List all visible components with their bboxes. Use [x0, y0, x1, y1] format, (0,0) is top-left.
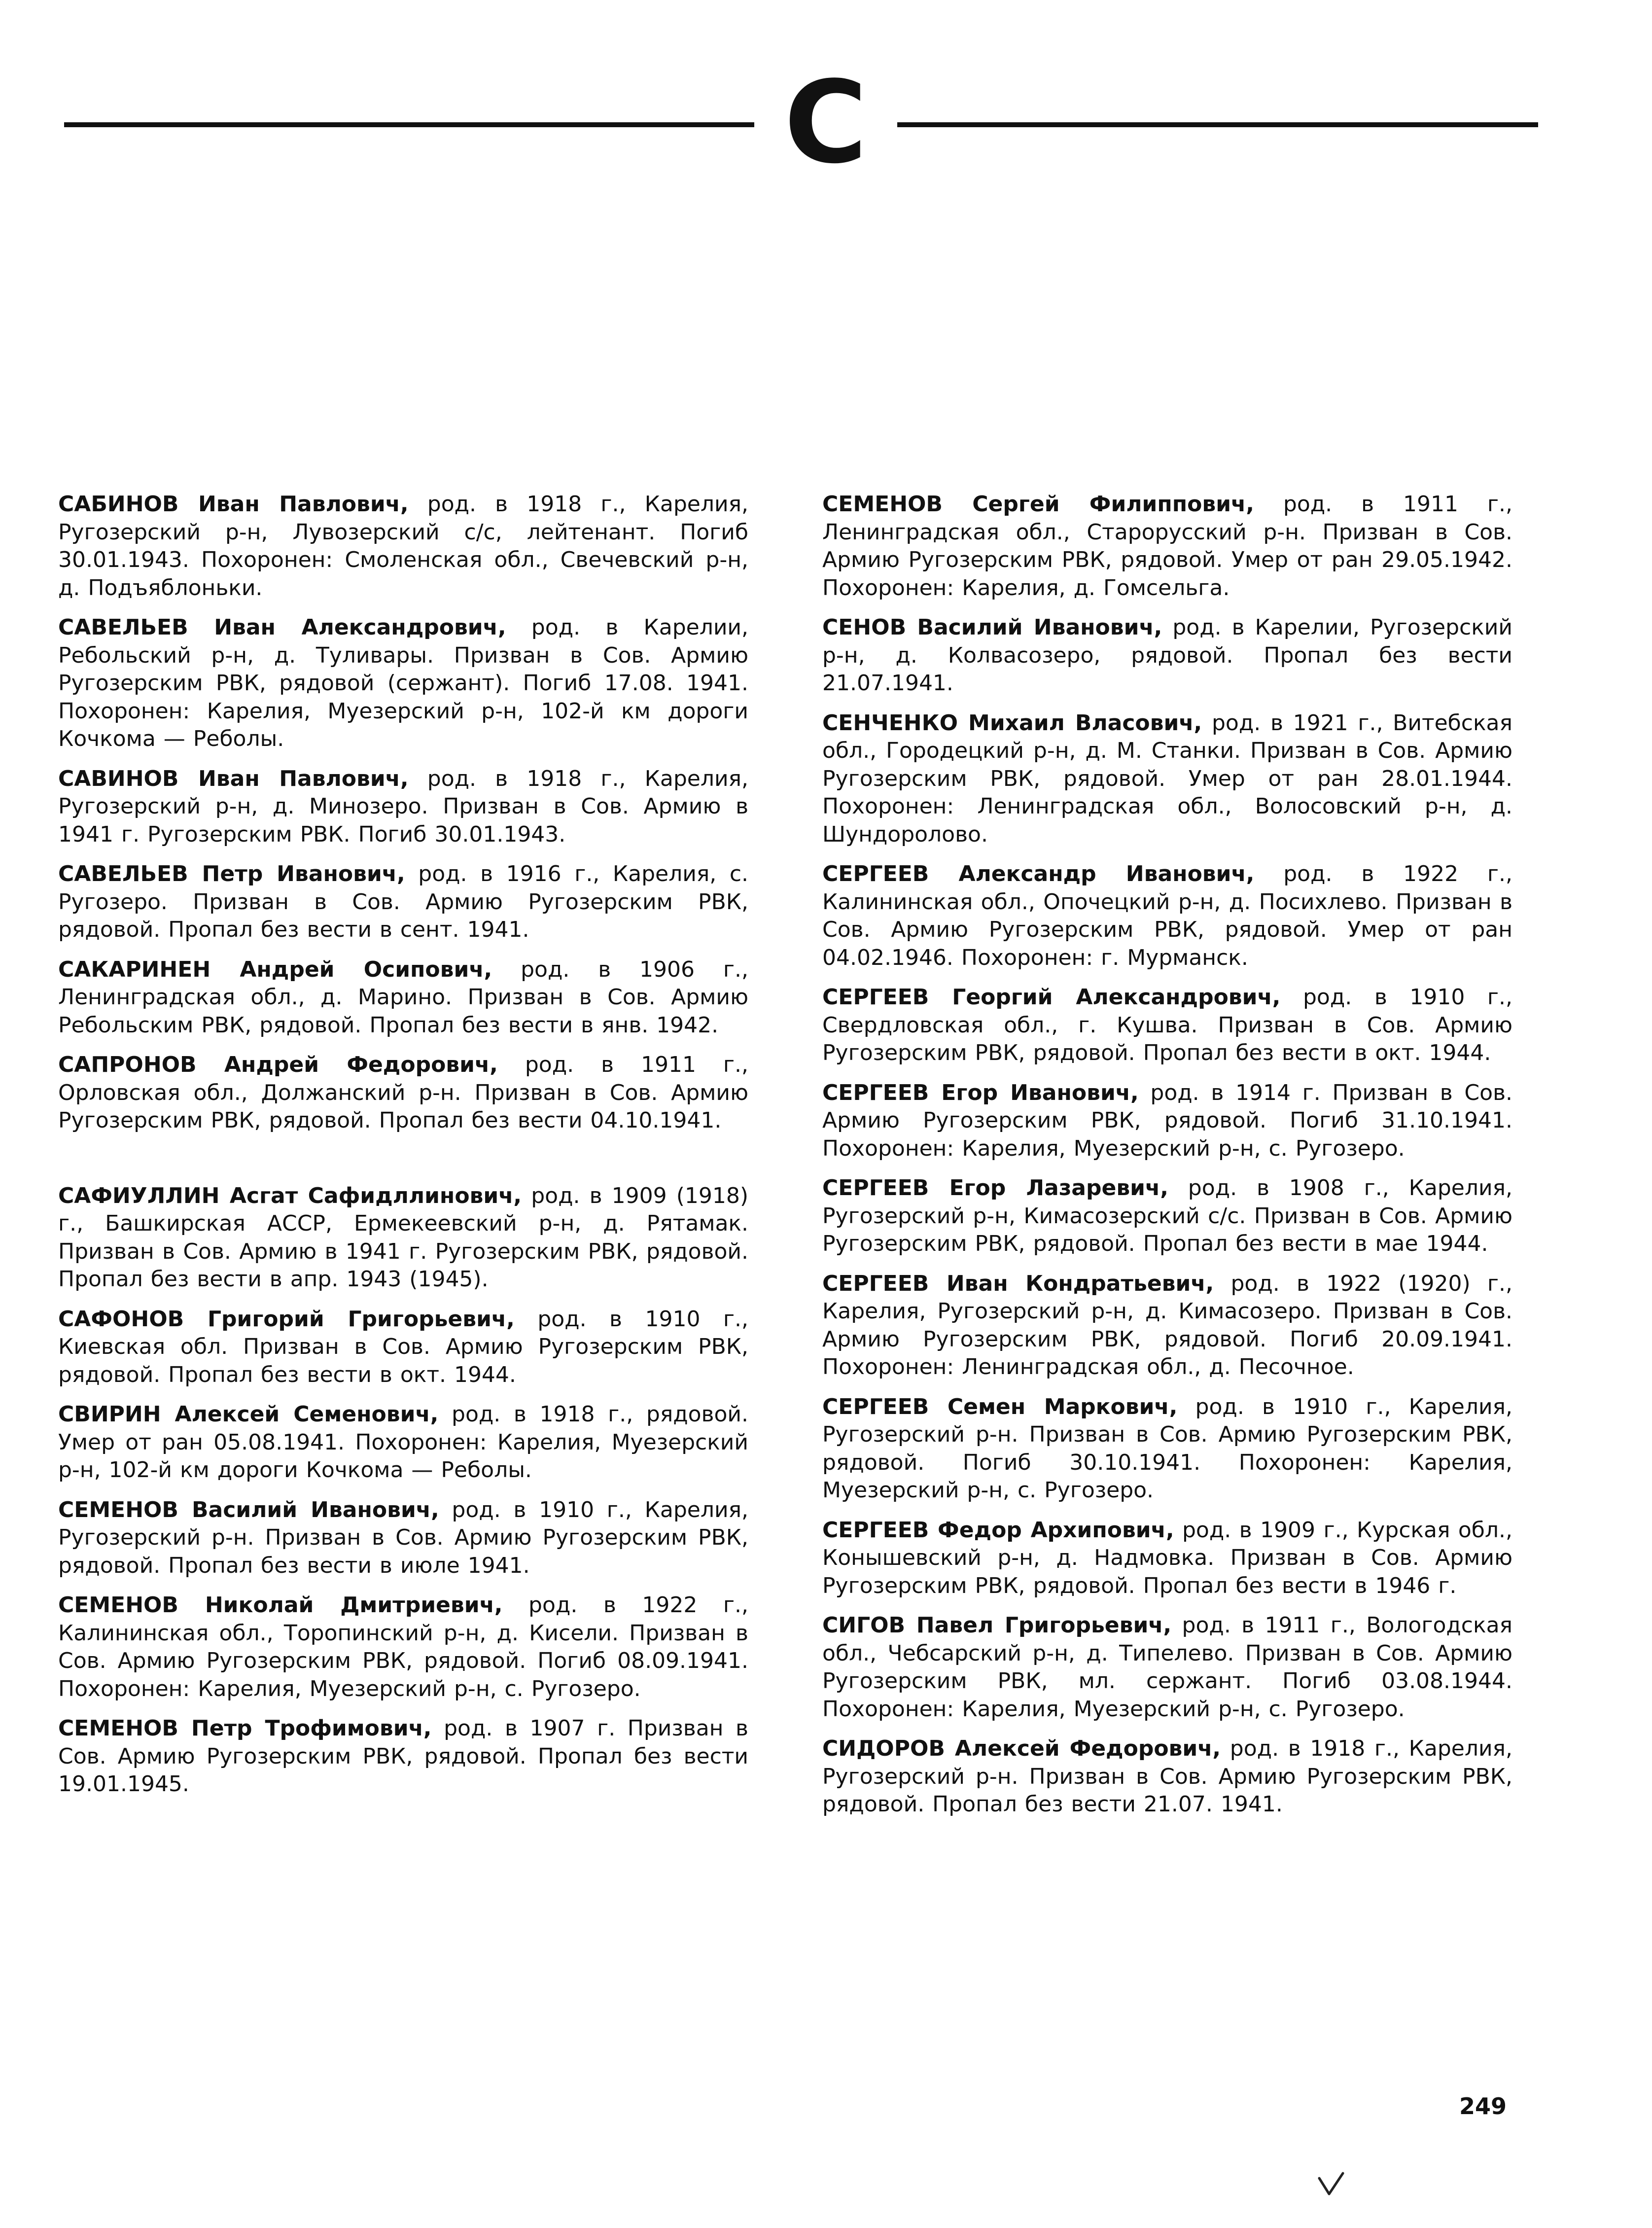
entry-name: СЕРГЕЕВ Егор Лазаревич,	[822, 1175, 1168, 1201]
entry-text: род. в 1918 г., рядовой. Умер от ран 05.08.1941. Похоронен: Карелия, Муезерский р-н, 102-й км дороги Кочкома — Реболы.	[58, 1402, 748, 1483]
entry-semenov-sergey	[822, 491, 1512, 602]
entry-safiullin-asgat	[58, 1182, 748, 1294]
entry-name: САФИУЛЛИН Асгат Сафидллинович,	[58, 1183, 522, 1208]
entry-senov-vasiliy	[822, 614, 1512, 698]
entry-sabinov-ivan	[58, 491, 748, 602]
entry-name: САВЕЛЬЕВ Петр Иванович,	[58, 861, 405, 886]
entry-sigov-pavel	[822, 1612, 1512, 1723]
entry-text: род. в 1906 г., Ленинградская обл., д. Марино. Призван в Сов. Армию Ребольским РВК, рядовой. Пропал без вести в янв. 1942.	[58, 956, 748, 1038]
entry-text: род. в Карелии, Ругозерский р-н, д. Колвасозеро, рядовой. Пропал без вести 21.07.1941.	[822, 615, 1512, 696]
entry-text: род. в 1910 г., Свердловская обл., г. Кушва. Призван в Сов. Армию Ругозерским РВК, рядовой. Пропал без вести в окт. 1944.	[822, 985, 1512, 1065]
entry-text: род. в 1910 г., Киевская обл. Призван в Сов. Армию Ругозерским РВК, рядовой. Пропал без вести в окт. 1944.	[58, 1306, 749, 1387]
entry-sidorov-aleksey	[822, 1735, 1512, 1819]
header-rule-right	[897, 122, 1538, 127]
entry-savinov-ivan	[58, 765, 748, 849]
entry-sapronov-andrey	[58, 1051, 748, 1135]
entry-text: род. в 1914 г. Призван в Сов. Армию Ругозерским РВК, рядовой. Погиб 31.10.1941. Похоронен: Карелия, Муезерский р-н, с. Ругозеро.	[822, 1080, 1512, 1161]
entry-text: род. в 1916 г., Карелия, с. Ругозеро. Призван в Сов. Армию Ругозерским РВК, рядовой. Пропал без вести в сент. 1941.	[58, 861, 749, 942]
entry-name: СВИРИН Алексей Семенович,	[58, 1402, 439, 1427]
entry-text: род. в 1907 г. Призван в Сов. Армию Ругозерским РВК, рядовой. Пропал без вести 19.01.1945.	[58, 1716, 748, 1797]
entry-text: род. в 1918 г., Карелия, Ругозерский р-н. Призван в Сов. Армию Ругозерским РВК, рядовой. Пропал без вести 21.07. 1941.	[822, 1736, 1512, 1817]
entry-savelyev-ivan	[58, 614, 748, 753]
check-mark-icon	[1316, 2169, 1346, 2199]
entry-safonov-grigoriy	[58, 1306, 748, 1389]
entry-name: САВИНОВ Иван Павлович,	[58, 766, 409, 791]
entry-text: род. в 1911 г., Ленинградская обл., Старорусский р-н. Призван в Сов. Армию Ругозерским РВК, рядовой. Умер от ран 29.05.1942. Похоронен: Карелия, д. Гомсельга.	[822, 492, 1512, 601]
entry-text: род. в 1921 г., Витебская обл., Городецкий р-н, д. М. Станки. Призван в Сов. Армию Ругозерским РВК, рядовой. Умер от ран 28.01.1944. Похоронен: Ленинградская обл., Волосовский р-н, д. Шундоролово.	[822, 710, 1512, 847]
entry-sergeev-egor-ivanovich	[822, 1079, 1512, 1163]
entry-text: род. в 1918 г., Карелия, Ругозерский р-н, Лувозерский с/с, лейтенант. Погиб 30.01.1943. Похоронен: Смоленская обл., Свечевский р-н, д. Подъяблоньки.	[58, 492, 748, 601]
entry-sergeev-ivan	[822, 1270, 1512, 1381]
entry-text: род. в 1922 г., Калининская обл., Опочецкий р-н, д. Посихлево. Призван в Сов. Армию Ругозерским РВК, рядовой. Умер от ран 04.02.1946. Похоронен: г. Мурманск.	[822, 861, 1513, 970]
entry-name: САФОНОВ Григорий Григорьевич,	[58, 1306, 515, 1332]
page-number: 249	[1459, 2093, 1507, 2120]
entry-text: род. в 1922 (1920) г., Карелия, Ругозерский р-н, д. Кимасозеро. Призван в Сов. Армию Ругозерским РВК, рядовой. Погиб 20.09.1941. Похоронен: Ленинградская обл., д. Песочное.	[822, 1271, 1513, 1379]
entry-sakarinen-andrey	[58, 956, 748, 1040]
entry-name: СЕНЧЕНКО Михаил Власович,	[822, 710, 1202, 736]
entry-name: СЕРГЕЕВ Александр Иванович,	[822, 861, 1255, 886]
entry-text: род. в 1910 г., Карелия, Ругозерский р-н. Призван в Сов. Армию Ругозерским РВК, рядовой. Пропал без вести в июле 1941.	[58, 1497, 749, 1578]
entry-sergeev-fedor	[822, 1517, 1512, 1600]
entry-name: СЕРГЕЕВ Семен Маркович,	[822, 1394, 1178, 1419]
entry-name: САВЕЛЬЕВ Иван Александрович,	[58, 615, 506, 640]
entry-name: СИДОРОВ Алексей Федорович,	[822, 1736, 1221, 1761]
entry-name: СЕРГЕЕВ Федор Архипович,	[822, 1517, 1174, 1543]
entry-name: САБИНОВ Иван Павлович,	[58, 492, 409, 517]
entry-senchenko-mikhail	[822, 709, 1512, 849]
entry-text: род. в 1911 г., Орловская обл., Должанский р-н. Призван в Сов. Армию Ругозерским РВК, рядовой. Пропал без вести 04.10.1941.	[58, 1052, 748, 1133]
entry-sergeev-egor-lazarevich	[822, 1174, 1512, 1258]
entry-name: СЕМЕНОВ Василий Иванович,	[58, 1497, 439, 1522]
entry-sergeev-semen	[822, 1393, 1512, 1505]
entry-text: род. в 1922 г., Калининская обл., Торопинский р-н, д. Кисели. Призван в Сов. Армию Ругозерским РВК, рядовой. Погиб 08.09.1941. Похоронен: Карелия, Муезерский р-н, с. Ругозеро.	[58, 1592, 749, 1701]
header-rule-left	[64, 122, 754, 127]
entry-name: СЕРГЕЕВ Георгий Александрович,	[822, 985, 1281, 1010]
entry-text: род. в 1909 (1918) г., Башкирская АССР, Ермекеевский р-н, д. Рятамак. Призван в Сов. Армию в 1941 г. Ругозерским РВК, рядовой. Пропал без вести в апр. 1943 (1945).	[58, 1183, 749, 1292]
entry-name: СЕМЕНОВ Сергей Филиппович,	[822, 492, 1254, 517]
entry-svirin-aleksey	[58, 1401, 748, 1485]
entry-text: род. в 1918 г., Карелия, Ругозерский р-н, д. Минозеро. Призван в Сов. Армию в 1941 г. Ругозерским РВК. Погиб 30.01.1943.	[58, 766, 748, 847]
entry-text: род. в 1908 г., Карелия, Ругозерский р-н, Кимасозерский с/с. Призван в Сов. Армию Ругозерским РВК, рядовой. Пропал без вести в мае 1944.	[822, 1175, 1512, 1256]
section-letter: С	[784, 57, 868, 189]
entry-name: СЕРГЕЕВ Егор Иванович,	[822, 1080, 1139, 1105]
entry-name: СЕНОВ Василий Иванович,	[822, 615, 1162, 640]
entry-sergeev-aleksandr	[822, 860, 1512, 972]
entry-sergeev-georgiy	[822, 984, 1512, 1067]
entry-name: САКАРИНЕН Андрей Осипович,	[58, 956, 492, 982]
entry-semenov-petr	[58, 1715, 748, 1799]
left-column	[58, 491, 748, 1810]
section-header	[64, 57, 1538, 189]
entry-savelyev-petr	[58, 860, 748, 944]
entry-name: САПРОНОВ Андрей Федорович,	[58, 1052, 498, 1077]
entry-text: род. в Карелии, Ребольский р-н, д. Туливары. Призван в Сов. Армию Ругозерским РВК, рядовой (сержант). Погиб 17.08. 1941. Похоронен: Карелия, Муезерский р-н, 102-й км дороги Кочкома — Реболы.	[58, 615, 749, 751]
entry-name: СЕМЕНОВ Петр Трофимович,	[58, 1716, 432, 1741]
entry-text: род. в 1910 г., Карелия, Ругозерский р-н. Призван в Сов. Армию Ругозерским РВК, рядовой. Погиб 30.10.1941. Похоронен: Карелия, Муезерский р-н, с. Ругозеро.	[822, 1394, 1513, 1503]
entry-semenov-vasiliy	[58, 1496, 748, 1580]
entry-semenov-nikolay	[58, 1591, 748, 1703]
entry-name: СЕРГЕЕВ Иван Кондратьевич,	[822, 1271, 1214, 1296]
right-column	[822, 491, 1512, 1831]
entry-name: СИГОВ Павел Григорьевич,	[822, 1613, 1172, 1638]
entry-text: род. в 1911 г., Вологодская обл., Чебсарский р-н, д. Типелево. Призван в Сов. Армию Ругозерским РВК, мл. сержант. Погиб 03.08.1944. Похоронен: Карелия, Муезерский р-н, с. Ругозеро.	[822, 1613, 1512, 1722]
entry-text: род. в 1909 г., Курская обл., Конышевский р-н, д. Надмовка. Призван в Сов. Армию Ругозерским РВК, рядовой. Пропал без вести в 1946 г.	[822, 1517, 1512, 1598]
entry-name: СЕМЕНОВ Николай Дмитриевич,	[58, 1592, 503, 1618]
